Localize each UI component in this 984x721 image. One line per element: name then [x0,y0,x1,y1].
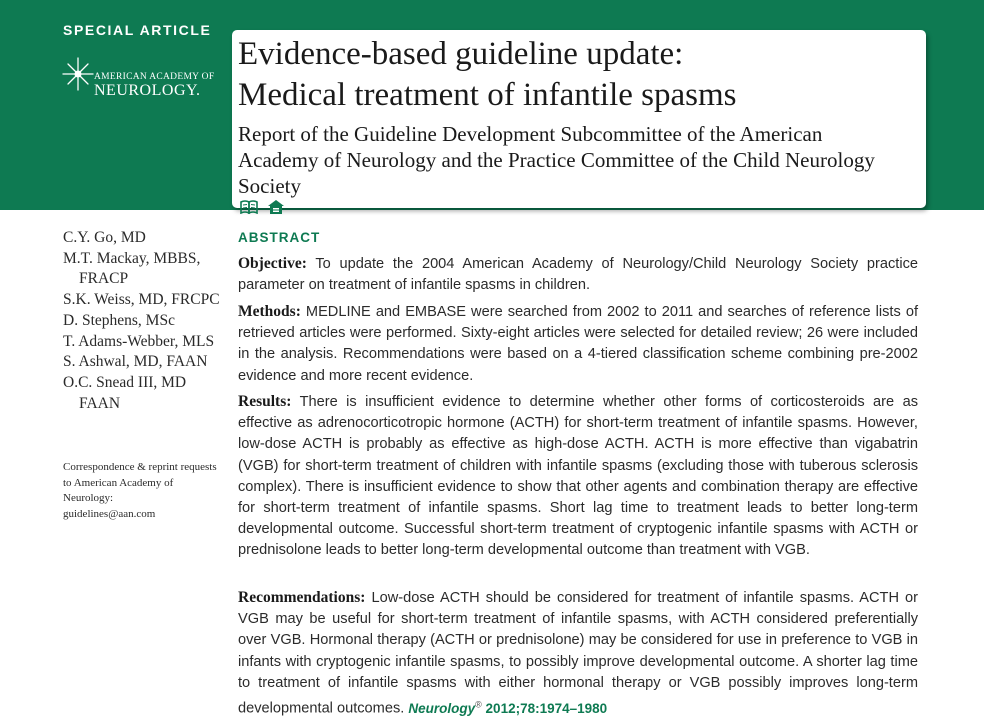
author-credential: FRACP [79,270,129,288]
citation-ref: 2012;78:1974–1980 [485,700,608,716]
citation-journal: Neurology [408,700,476,716]
methods-text: MEDLINE and EMBASE were searched from 2002 to 2011 and searches of reference lists of retrieved articles were performed. Sixty-eight articles were selected for detailed review; 26 were included in the analysis. Recommendations were based on a 4-tiered classification scheme combining pre-2002 evidence and more recent evidence. [238,304,918,384]
recommendations-label: Recommendations: [238,589,366,606]
author: M.T. Mackay, MBBS, [63,249,201,267]
abstract-results [238,391,918,562]
author: C.Y. Go, MD [63,229,146,246]
section-label: SPECIAL ARTICLE [63,22,212,38]
objective-text: To update the 2004 American Academy of Neurology/Child Neurology Society practice parameter on treatment of infantile spasms in children. [238,256,919,294]
article-subtitle: Report of the Guideline Development Subcommittee of the American Academy of Neurology and the Practice Committee of the Child Neurology Society [238,122,875,198]
article-icons [240,200,290,216]
citation[interactable] [408,701,607,716]
author: T. Adams-Webber, MLS [63,332,215,350]
logo-line1: AMERICAN ACADEMY OF [94,72,215,82]
results-label: Results: [238,393,292,410]
author: O.C. Snead III, MD [63,373,187,391]
abstract-heading: ABSTRACT [238,230,321,245]
methods-label: Methods: [238,303,301,320]
article-title [238,34,918,116]
registered-mark: ® [475,699,482,710]
author: S. Ashwal, MD, FAAN [63,353,208,371]
aan-logo [62,57,222,107]
recommendations-text: Low-dose ACTH should be considered for treatment of infantile spasms. ACTH or VGB may be useful for short-term treatment of infantile spasms, with ACTH considered preferentially over VGB. Hormonal therapy (ACTH or prednisolone) may be considered for use in preference to VGB in infants with cryptogenic infantile spasms, to possibly improve developmental outcome. A shorter lag time to treatment of infantile spasms with either hormonal therapy or VGB possibly improves long-term developmental outcomes. [238,590,918,717]
title-line2: Medical treatment of infantile spasms [238,77,737,113]
correspondence [63,460,223,522]
author-credential: FAAN [79,394,121,412]
author-list [63,228,231,414]
abstract-methods [238,301,918,387]
open-book-icon[interactable] [240,200,258,219]
abstract-objective [238,253,918,296]
author: S.K. Weiss, MD, FRCPC [63,291,220,309]
title-line1: Evidence-based guideline update: [238,36,684,72]
results-text: There is insufficient evidence to determine whether other forms of corticosteroids are as effective as adrenocorticotropic hormone (ACTH) for short-term treatment of infantile spasms. However, low-dose ACTH is probably as effective as high-dose ACTH. ACTH is more effective than vigabatrin (VGB) for short-term treatment of children with infantile spasms (excluding those with tuberous sclerosis complex). There is insufficient evidence to show that other agents and combination therapy are effective for short-term treatment of infantile spasms. Short lag time to treatment leads to better long-term developmental outcome. Successful short-term treatment of cryptogenic infantile spasms with ACTH or prednisolone leads to better long-term developmental outcome than treatment with VGB. [238,394,918,559]
correspondence-email[interactable]: guidelines@aan.com [63,507,156,520]
abstract-recommendations [238,587,918,720]
objective-label: Objective: [238,255,307,272]
home-icon[interactable] [268,200,284,219]
logo-line2: NEUROLOGY. [94,82,201,99]
author: D. Stephens, MSc [63,311,175,329]
correspondence-text: Correspondence & reprint requests to American Academy of Neurology: [63,461,217,505]
star-burst-icon [62,57,94,91]
